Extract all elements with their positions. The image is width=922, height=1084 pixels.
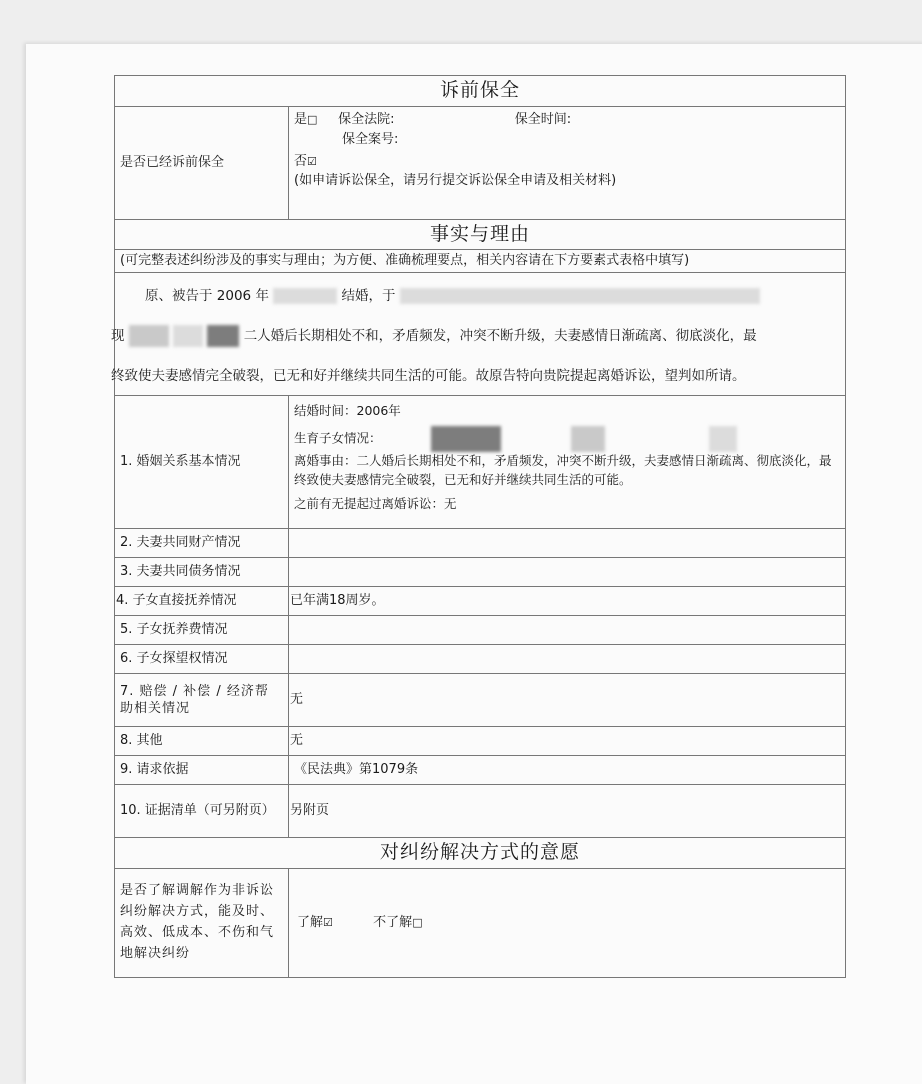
facts-line-1-text: 原、被告于 2006 年 <box>145 287 269 304</box>
preservation-note: (如申请诉讼保全，请另行提交诉讼保全申请及相关材料) <box>294 173 617 189</box>
marriage-reason: 离婚事由：二人婚后长期相处不和，矛盾频发，冲突不断升级，夫妻感情日渐疏离、彻底淡化，最终致使夫妻感情完全破裂，已无和好并继续共同生活的可能。 <box>294 453 832 487</box>
not-understand-label: 不了解 <box>373 915 413 931</box>
resolution-header-row <box>115 838 846 869</box>
redacted-children-3 <box>709 426 737 452</box>
resolution-row <box>115 868 846 977</box>
facts-line-2-text: 二人婚后长期相处不和，矛盾频发，冲突不断升级，夫妻感情日渐疏离、彻底淡化，最 <box>243 328 757 345</box>
preservation-section-title: 诉前保全 <box>115 76 846 107</box>
other-label: 8. 其他 <box>115 727 289 756</box>
redacted-block-1 <box>129 325 169 347</box>
redacted-date <box>273 288 337 304</box>
visitation-label: 6. 子女探望权情况 <box>115 645 289 674</box>
property-label: 2. 夫妻共同财产情况 <box>115 529 289 558</box>
debt-row <box>115 558 846 587</box>
court-label: 保全法院: <box>338 111 395 127</box>
compensation-value: 无 <box>289 674 846 727</box>
custody-label: 4. 子女直接抚养情况 <box>115 587 289 616</box>
other-row <box>115 727 846 756</box>
facts-hint-row <box>115 250 846 273</box>
basis-row <box>115 756 846 785</box>
redacted-children-2 <box>571 426 605 452</box>
preservation-question-label: 是否已经诉前保全 <box>115 106 289 219</box>
evidence-label: 10. 证据清单（可另附页） <box>115 785 289 838</box>
redacted-block-3 <box>207 325 239 347</box>
time-label: 保全时间: <box>514 111 572 127</box>
compensation-row <box>115 674 846 727</box>
other-value: 无 <box>289 727 846 756</box>
facts-line-1-text-b: 结婚，于 <box>341 287 396 304</box>
facts-header-row <box>115 219 846 250</box>
compensation-label: 7. 赔偿 / 补偿 / 经济帮 助相关情况 <box>115 674 289 727</box>
not-understand-option[interactable] <box>373 915 422 930</box>
visitation-row <box>115 645 846 674</box>
basis-value: 《民法典》第1079条 <box>289 756 846 785</box>
facts-line-2-start: 现 <box>111 328 125 345</box>
basis-label: 9. 请求依据 <box>115 756 289 785</box>
resolution-options <box>289 868 846 977</box>
evidence-value: 另附页 <box>289 785 846 838</box>
marriage-children-line <box>294 426 840 452</box>
redacted-children-1 <box>431 426 501 452</box>
understand-option[interactable] <box>297 915 337 930</box>
debt-label: 3. 夫妻共同债务情况 <box>115 558 289 587</box>
understand-label: 了解 <box>297 915 324 931</box>
marriage-detail <box>289 396 846 529</box>
yes-checkbox[interactable]: □ <box>307 112 318 126</box>
custody-row <box>115 587 846 616</box>
resolution-section-title: 对纠纷解决方式的意愿 <box>115 838 846 869</box>
facts-line-1 <box>115 273 845 313</box>
complaint-form-table <box>111 75 846 978</box>
property-value <box>289 529 846 558</box>
property-row <box>115 529 846 558</box>
yes-label: 是 <box>294 111 308 127</box>
redacted-block-2 <box>173 325 203 347</box>
preservation-detail <box>289 106 846 219</box>
evidence-row <box>115 785 846 838</box>
facts-narrative <box>111 272 846 395</box>
facts-hint: (可完整表述纠纷涉及的事实与理由；为方便、准确梳理要点，相关内容请在下方要素式表格中填写) <box>115 250 846 273</box>
marriage-time: 结婚时间：2006年 <box>294 403 401 419</box>
not-understand-checkbox[interactable]: □ <box>412 916 423 930</box>
marriage-children: 生育子女情况： <box>294 430 382 446</box>
preservation-no-line <box>294 153 840 171</box>
facts-line-2 <box>107 313 845 355</box>
facts-narrative-row <box>115 272 846 395</box>
redacted-text <box>400 288 760 304</box>
understand-checkbox[interactable]: ☑ <box>323 916 333 930</box>
support-row <box>115 616 846 645</box>
no-label: 否 <box>294 153 308 169</box>
facts-section-title: 事实与理由 <box>115 219 846 250</box>
support-label: 5. 子女抚养费情况 <box>115 616 289 645</box>
support-value <box>289 616 846 645</box>
resolution-question: 是否了解调解作为非诉讼纠纷解决方式，能及时、高效、低成本、不伤和气地解决纠纷 <box>115 868 289 977</box>
case-no-label: 保全案号: <box>342 132 399 148</box>
marriage-previous: 之前有无提起过离婚诉讼：无 <box>294 495 457 511</box>
marriage-row <box>115 396 846 529</box>
marriage-label: 1. 婚姻关系基本情况 <box>115 396 289 529</box>
preservation-row <box>115 106 846 219</box>
custody-value: 已年满18周岁。 <box>289 587 846 616</box>
preservation-header-row <box>115 76 846 107</box>
debt-value <box>289 558 846 587</box>
facts-line-3: 终致使夫妻感情完全破裂，已无和好并继续共同生活的可能。故原告特向贵院提起离婚诉讼，望判如所请。 <box>111 368 746 385</box>
no-checkbox[interactable]: ☑ <box>307 154 317 168</box>
visitation-value <box>289 645 846 674</box>
preservation-yes-line <box>294 111 840 129</box>
